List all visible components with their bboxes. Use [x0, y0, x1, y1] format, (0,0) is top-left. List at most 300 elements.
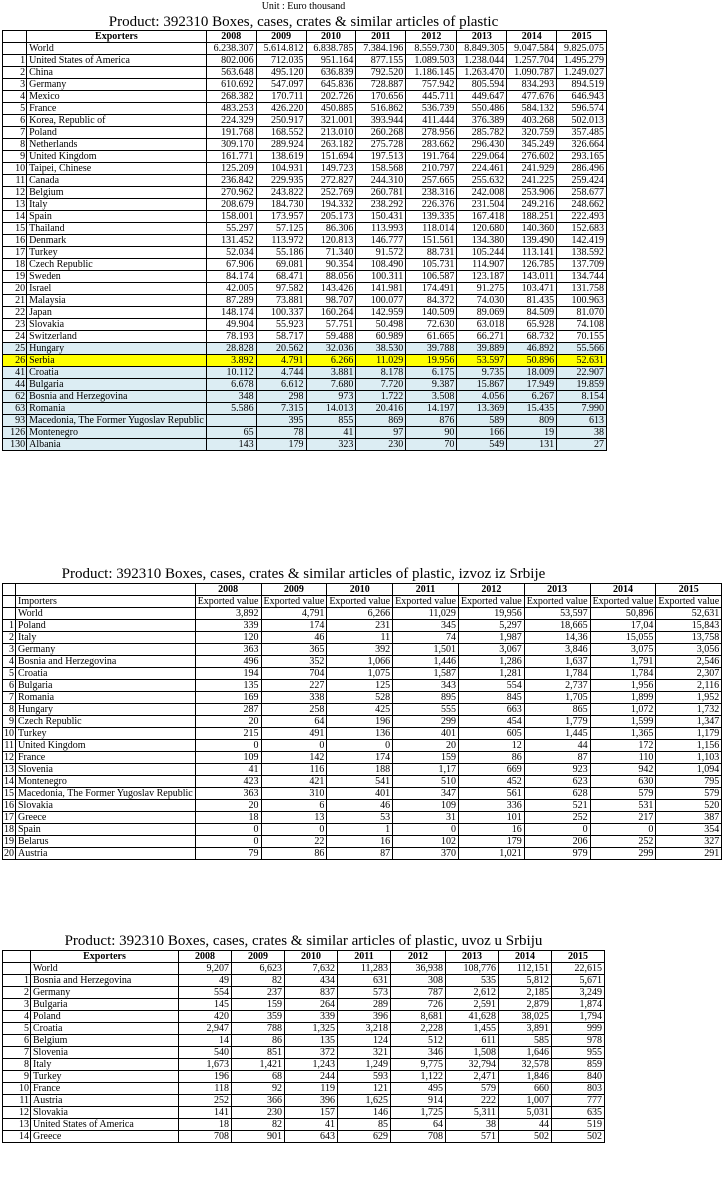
value-cell: 636.839: [306, 67, 356, 79]
value-cell: 9.387: [406, 379, 457, 391]
value-cell: 87: [327, 848, 393, 860]
rank-cell: 3: [3, 79, 27, 91]
rank-cell: 15: [3, 223, 27, 235]
value-cell: 2013: [446, 951, 499, 963]
value-cell: 3,892: [195, 608, 261, 620]
country-cell: France: [16, 752, 196, 764]
value-cell: 159: [232, 999, 285, 1011]
rank-cell: 8: [3, 704, 16, 716]
value-cell: 42.005: [206, 283, 256, 295]
table-row: [3, 740, 722, 752]
value-cell: 450.885: [306, 103, 356, 115]
value-cell: 146: [338, 1107, 391, 1119]
value-cell: 68.732: [507, 331, 557, 343]
value-cell: 579: [446, 1083, 499, 1095]
value-cell: 11.029: [356, 355, 406, 367]
table-row: [3, 800, 722, 812]
country-cell: Bosnia and Herzegovina: [16, 656, 196, 668]
value-cell: 516.862: [356, 103, 406, 115]
value-cell: 22,615: [552, 963, 605, 975]
value-cell: 712.035: [256, 55, 306, 67]
value-cell: 134.744: [557, 271, 607, 283]
value-cell: 114.907: [457, 259, 507, 271]
value-cell: 110: [590, 752, 656, 764]
rank-cell: 12: [3, 187, 27, 199]
value-cell: 69.081: [256, 259, 306, 271]
value-cell: 135: [285, 1035, 338, 1047]
value-cell: 11: [327, 632, 393, 644]
value-cell: 7.990: [557, 403, 607, 415]
value-cell: 1.090.787: [507, 67, 557, 79]
value-cell: 91.572: [356, 247, 406, 259]
value-cell: 8.178: [356, 367, 406, 379]
value-cell: 15.867: [457, 379, 507, 391]
value-cell: 1,846: [499, 1071, 552, 1083]
value-cell: 113.993: [356, 223, 406, 235]
country-cell: Israel: [27, 283, 207, 295]
value-cell: 6.266: [306, 355, 356, 367]
value-cell: 291: [656, 848, 722, 860]
value-cell: 6.838.785: [306, 43, 356, 55]
value-cell: 3,846: [524, 644, 590, 656]
value-cell: 339: [195, 620, 261, 632]
value-cell: 39.788: [406, 343, 457, 355]
value-cell: 3,891: [499, 1023, 552, 1035]
value-cell: 89.069: [457, 307, 507, 319]
value-cell: 229.064: [457, 151, 507, 163]
value-cell: 86: [232, 1035, 285, 1047]
country-cell: Slovakia: [16, 800, 196, 812]
value-cell: 792.520: [356, 67, 406, 79]
country-cell: Albania: [27, 439, 207, 451]
rank-cell: [3, 31, 27, 43]
value-cell: 53,597: [524, 608, 590, 620]
value-cell: 660: [499, 1083, 552, 1095]
value-cell: 1,784: [590, 668, 656, 680]
value-cell: 357.485: [557, 127, 607, 139]
value-cell: 12: [458, 740, 524, 752]
value-cell: 196: [327, 716, 393, 728]
value-cell: 16: [327, 836, 393, 848]
value-cell: 1,952: [656, 692, 722, 704]
value-cell: 1.263.470: [457, 67, 507, 79]
value-cell: 13.369: [457, 403, 507, 415]
table-row: [3, 764, 722, 776]
rank-cell: [3, 584, 16, 596]
value-cell: 100.311: [356, 271, 406, 283]
value-cell: 1,508: [446, 1047, 499, 1059]
table3-title: Product: 392310 Boxes, cases, crates & similar articles of plastic, uvoz u Srbiju: [64, 933, 543, 949]
value-cell: 0: [261, 824, 327, 836]
value-cell: 142.419: [557, 235, 607, 247]
value-cell: 68.471: [256, 271, 306, 283]
country-cell: Exporters: [31, 951, 179, 963]
table-row: [3, 620, 722, 632]
rank-cell: 11: [4, 740, 14, 751]
value-cell: 663: [458, 704, 524, 716]
value-cell: 157: [285, 1107, 338, 1119]
value-cell: 68: [232, 1071, 285, 1083]
value-cell: 55.297: [206, 223, 256, 235]
table-row: [3, 271, 607, 283]
value-cell: 15.435: [507, 403, 557, 415]
value-cell: 120.813: [306, 235, 356, 247]
value-cell: 57.751: [306, 319, 356, 331]
value-cell: 172: [590, 740, 656, 752]
value-cell: 252.769: [306, 187, 356, 199]
rank-cell: 10: [3, 163, 27, 175]
value-cell: 345.249: [507, 139, 557, 151]
value-cell: 289.924: [256, 139, 306, 151]
value-cell: 131.452: [206, 235, 256, 247]
table-row: [3, 43, 607, 55]
value-cell: 554: [458, 680, 524, 692]
value-cell: 2,471: [446, 1071, 499, 1083]
rank-cell: 1: [3, 55, 27, 67]
country-cell: China: [27, 67, 207, 79]
rank-cell: 2: [3, 67, 27, 79]
country-cell: Japan: [27, 307, 207, 319]
rank-cell: 11: [3, 175, 27, 187]
table-row: [3, 331, 607, 343]
rank-cell: 3: [3, 999, 31, 1011]
country-cell: Turkey: [16, 728, 196, 740]
value-cell: 298: [256, 391, 306, 403]
value-cell: 7.720: [356, 379, 406, 391]
rank-cell: 7: [3, 1047, 31, 1059]
value-cell: 554: [179, 987, 232, 999]
country-cell: Greece: [16, 812, 196, 824]
value-cell: 510: [393, 776, 459, 788]
country-cell: Slovakia: [27, 319, 207, 331]
value-cell: 14.013: [306, 403, 356, 415]
value-cell: 1,779: [524, 716, 590, 728]
value-cell: 1,791: [590, 656, 656, 668]
value-cell: 1,784: [524, 668, 590, 680]
value-cell: 79: [195, 848, 261, 860]
value-cell: 541: [327, 776, 393, 788]
value-cell: 100.337: [256, 307, 306, 319]
value-cell: 215: [195, 728, 261, 740]
value-cell: 237: [232, 987, 285, 999]
value-cell: 859: [552, 1059, 605, 1071]
value-cell: 704: [261, 668, 327, 680]
value-cell: 2,737: [524, 680, 590, 692]
value-cell: 20.416: [356, 403, 406, 415]
value-cell: 876: [406, 415, 457, 427]
country-cell: Slovenia: [16, 764, 196, 776]
value-cell: 2,116: [656, 680, 722, 692]
country-cell: Germany: [16, 644, 196, 656]
value-cell: 338: [261, 692, 327, 704]
value-cell: 1,956: [590, 680, 656, 692]
value-cell: 253.906: [507, 187, 557, 199]
serbia-export-table: [2, 583, 722, 860]
value-cell: 74.030: [457, 295, 507, 307]
value-cell: 1,899: [590, 692, 656, 704]
table-row: [3, 1059, 605, 1071]
value-cell: 191.764: [406, 151, 457, 163]
value-cell: 1,286: [458, 656, 524, 668]
country-cell: Slovenia: [31, 1047, 179, 1059]
value-cell: 258.677: [557, 187, 607, 199]
value-cell: 18: [179, 1119, 232, 1131]
value-cell: 401: [393, 728, 459, 740]
value-cell: 213.010: [306, 127, 356, 139]
value-cell: 73.881: [256, 295, 306, 307]
value-cell: 2014: [507, 31, 557, 43]
value-cell: 1,179: [656, 728, 722, 740]
table-row: [3, 103, 607, 115]
value-cell: 258: [261, 704, 327, 716]
value-cell: 623: [524, 776, 590, 788]
value-cell: 98.707: [306, 295, 356, 307]
value-cell: 1,625: [338, 1095, 391, 1107]
value-cell: 11,283: [338, 963, 391, 975]
country-cell: Montenegro: [16, 776, 196, 788]
value-cell: 141: [179, 1107, 232, 1119]
country-cell: Italy: [16, 632, 196, 644]
value-cell: 535: [446, 975, 499, 987]
value-cell: 146.777: [356, 235, 406, 247]
value-cell: 321: [338, 1047, 391, 1059]
country-cell: Belgium: [31, 1035, 179, 1047]
value-cell: 82: [232, 975, 285, 987]
table-row: [3, 692, 722, 704]
value-cell: 88.731: [406, 247, 457, 259]
value-cell: 84.372: [406, 295, 457, 307]
value-cell: 585: [499, 1035, 552, 1047]
value-cell: 411.444: [406, 115, 457, 127]
value-cell: 403.268: [507, 115, 557, 127]
rank-cell: 18: [4, 824, 14, 835]
rank-cell: 11: [3, 1095, 31, 1107]
value-cell: 979: [524, 848, 590, 860]
value-cell: 196: [179, 1071, 232, 1083]
value-cell: 1,446: [393, 656, 459, 668]
value-cell: 563.648: [206, 67, 256, 79]
value-cell: 2013: [457, 31, 507, 43]
value-cell: 630: [590, 776, 656, 788]
value-cell: 483.253: [206, 103, 256, 115]
value-cell: 425: [327, 704, 393, 716]
table-row: [3, 1011, 605, 1023]
value-cell: 310: [261, 788, 327, 800]
country-cell: Macedonia, The Former Yugoslav Republic: [16, 788, 196, 800]
value-cell: 434: [285, 975, 338, 987]
table-row: [3, 963, 605, 975]
value-cell: 951.164: [306, 55, 356, 67]
value-cell: 502.013: [557, 115, 607, 127]
value-cell: 809: [507, 415, 557, 427]
value-cell: 363: [195, 644, 261, 656]
value-cell: 78.193: [206, 331, 256, 343]
value-cell: 2,307: [656, 668, 722, 680]
value-cell: 270.962: [206, 187, 256, 199]
value-cell: 392: [327, 644, 393, 656]
table-row: [3, 1107, 605, 1119]
value-cell: 11,029: [393, 608, 459, 620]
value-cell: 124: [338, 1035, 391, 1047]
value-cell: 365: [261, 644, 327, 656]
table-row: [3, 836, 722, 848]
value-cell: 224.461: [457, 163, 507, 175]
value-cell: 978: [552, 1035, 605, 1047]
value-cell: 27: [557, 439, 607, 451]
value-cell: 86: [261, 848, 327, 860]
header-row: [3, 951, 605, 963]
value-cell: 2012: [391, 951, 446, 963]
value-cell: 88.056: [306, 271, 356, 283]
country-cell: Malaysia: [27, 295, 207, 307]
rank-cell: 4: [3, 1011, 31, 1023]
value-cell: 160.264: [306, 307, 356, 319]
value-cell: 136: [327, 728, 393, 740]
country-cell: Croatia: [31, 1023, 179, 1035]
country-cell: Korea, Republic of: [27, 115, 207, 127]
rank-cell: 12: [4, 752, 14, 763]
rank-cell: 7: [3, 127, 27, 139]
value-cell: 726: [391, 999, 446, 1011]
value-cell: 31: [393, 812, 459, 824]
table-row: [3, 1023, 605, 1035]
value-cell: 38: [557, 427, 607, 439]
rank-cell: 8: [3, 139, 27, 151]
value-cell: 942: [590, 764, 656, 776]
value-cell: 352: [261, 656, 327, 668]
value-cell: 152.683: [557, 223, 607, 235]
rank-cell: 16: [4, 800, 14, 811]
rank-cell: 23: [3, 319, 27, 331]
rank-cell: 22: [3, 307, 27, 319]
value-cell: 4.056: [457, 391, 507, 403]
table-row: [3, 439, 607, 451]
rank-cell: 62: [3, 391, 27, 403]
value-cell: Exported value: [656, 596, 722, 608]
value-cell: 244: [285, 1071, 338, 1083]
value-cell: 143: [206, 439, 256, 451]
value-cell: 184.730: [256, 199, 306, 211]
value-cell: 1,673: [179, 1059, 232, 1071]
value-cell: 9.735: [457, 367, 507, 379]
value-cell: 299: [393, 716, 459, 728]
value-cell: 308: [391, 975, 446, 987]
value-cell: 59.488: [306, 331, 356, 343]
value-cell: 58.717: [256, 331, 306, 343]
value-cell: 327: [656, 836, 722, 848]
value-cell: 264: [285, 999, 338, 1011]
country-cell: World: [31, 963, 179, 975]
value-cell: 97.582: [256, 283, 306, 295]
value-cell: 260.781: [356, 187, 406, 199]
value-cell: 241.225: [507, 175, 557, 187]
value-cell: 226.376: [406, 199, 457, 211]
rank-cell: 18: [3, 259, 27, 271]
table-row: [3, 975, 605, 987]
value-cell: 421: [261, 776, 327, 788]
value-cell: 19.859: [557, 379, 607, 391]
value-cell: 18,665: [524, 620, 590, 632]
value-cell: 596.574: [557, 103, 607, 115]
value-cell: 845: [458, 692, 524, 704]
value-cell: 90: [406, 427, 457, 439]
value-cell: 795: [656, 776, 722, 788]
value-cell: 802.006: [206, 55, 256, 67]
value-cell: 20.562: [256, 343, 306, 355]
country-cell: World: [27, 43, 207, 55]
table-row: [3, 139, 607, 151]
value-cell: 285.782: [457, 127, 507, 139]
rank-cell: 2: [3, 632, 16, 644]
rank-cell: 9: [3, 1071, 31, 1083]
table-row: [3, 1095, 605, 1107]
value-cell: 803: [552, 1083, 605, 1095]
value-cell: 236.842: [206, 175, 256, 187]
value-cell: 2,591: [446, 999, 499, 1011]
value-cell: 149.723: [306, 163, 356, 175]
value-cell: 531: [590, 800, 656, 812]
value-cell: 1,732: [656, 704, 722, 716]
value-cell: 496: [195, 656, 261, 668]
value-cell: 81.070: [557, 307, 607, 319]
table-row: [3, 55, 607, 67]
value-cell: 573: [338, 987, 391, 999]
serbia-import-table: [2, 950, 605, 1143]
value-cell: 275.728: [356, 139, 406, 151]
value-cell: 6: [261, 800, 327, 812]
table-row: [3, 307, 607, 319]
value-cell: 170.656: [356, 91, 406, 103]
table-row: [3, 1035, 605, 1047]
value-cell: 87: [524, 752, 590, 764]
value-cell: 87.289: [206, 295, 256, 307]
value-cell: 613: [557, 415, 607, 427]
value-cell: 1.089.503: [406, 55, 457, 67]
value-cell: 1,249: [338, 1059, 391, 1071]
value-cell: 354: [656, 824, 722, 836]
value-cell: 53: [327, 812, 393, 824]
value-cell: 851: [232, 1047, 285, 1059]
value-cell: 15,843: [656, 620, 722, 632]
value-cell: 32,794: [446, 1059, 499, 1071]
country-cell: Spain: [16, 824, 196, 836]
value-cell: 20: [393, 740, 459, 752]
rank-cell: 44: [3, 379, 27, 391]
value-cell: 108,776: [446, 963, 499, 975]
value-cell: 0: [590, 824, 656, 836]
value-cell: 131.758: [557, 283, 607, 295]
value-cell: 299: [590, 848, 656, 860]
value-cell: 131: [507, 439, 557, 451]
world-exporters-table: [2, 30, 607, 451]
country-cell: Austria: [16, 848, 196, 860]
value-cell: 14,36: [524, 632, 590, 644]
value-cell: 1,445: [524, 728, 590, 740]
country-cell: United Kingdom: [16, 740, 196, 752]
country-cell: Belgium: [27, 187, 207, 199]
value-cell: 4,791: [261, 608, 327, 620]
value-cell: 491: [261, 728, 327, 740]
value-cell: 589: [457, 415, 507, 427]
value-cell: 787: [391, 987, 446, 999]
value-cell: 999: [552, 1023, 605, 1035]
rank-cell: 3: [3, 644, 16, 656]
value-cell: 85: [338, 1119, 391, 1131]
value-cell: 2,612: [446, 987, 499, 999]
rank-cell: 26: [3, 355, 27, 367]
value-cell: 137.709: [557, 259, 607, 271]
value-cell: 387: [656, 812, 722, 824]
